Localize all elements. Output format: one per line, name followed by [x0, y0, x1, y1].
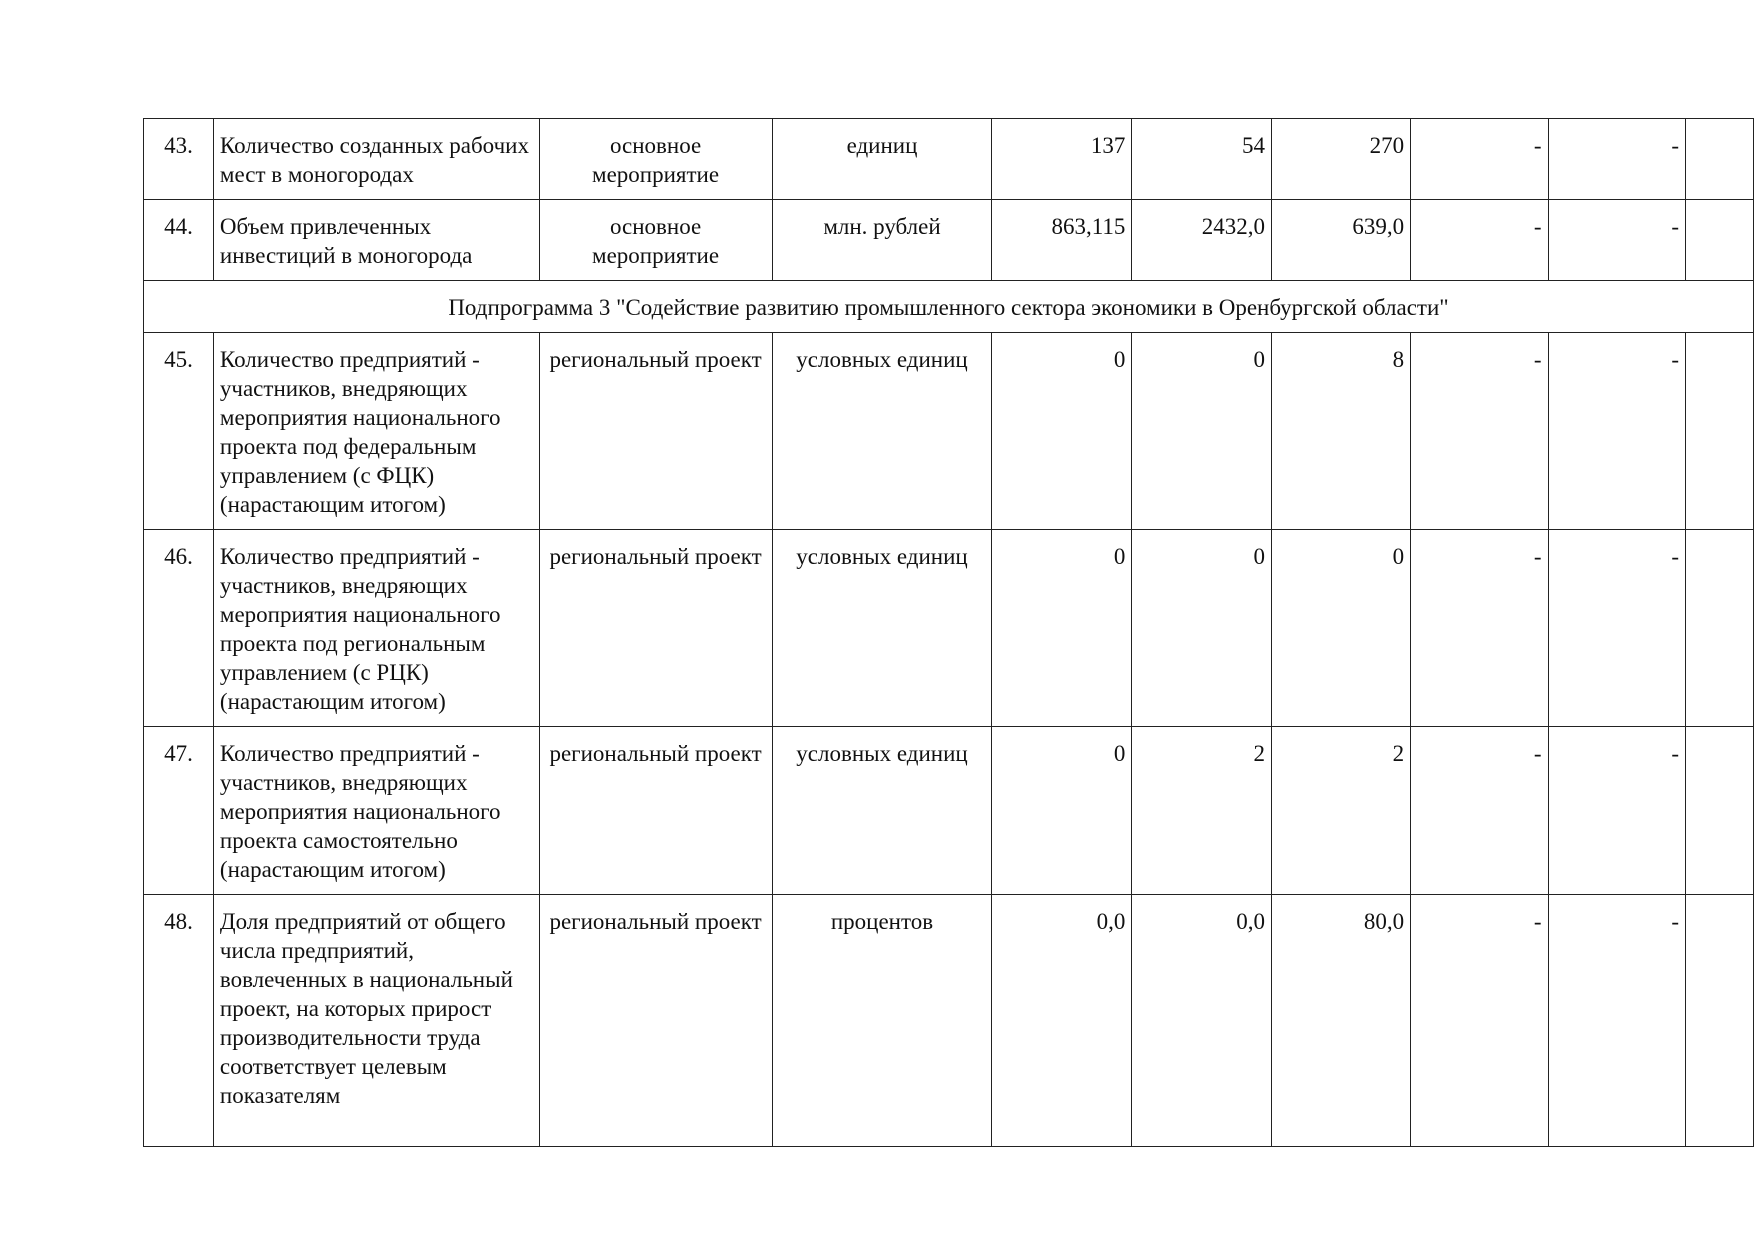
indicator-unit: условных единиц [772, 333, 992, 530]
row-number: 47. [144, 727, 214, 895]
section-row [144, 281, 1754, 333]
indicator-unit: млн. рублей [772, 200, 992, 281]
value-4: - [1411, 727, 1548, 895]
value-1: 0 [992, 530, 1132, 727]
value-1: 137 [992, 119, 1132, 200]
value-5: - [1548, 119, 1685, 200]
value-5: - [1548, 727, 1685, 895]
value-1: 863,115 [992, 200, 1132, 281]
value-6 [1686, 895, 1754, 1147]
value-3: 270 [1271, 119, 1410, 200]
indicator-name: Доля предприятий от общего числа предприятий, вовлеченных в национальный проект, на которых прирост производительности труда соответствует целевым показателям [213, 895, 539, 1147]
value-6 [1686, 530, 1754, 727]
table-row [144, 333, 1754, 530]
indicator-name: Количество предприятий - участников, внедряющих мероприятия национального проекта под региональным управлением (с РЦК) (нарастающим итогом) [213, 530, 539, 727]
indicator-unit: условных единиц [772, 530, 992, 727]
value-3: 639,0 [1271, 200, 1410, 281]
indicator-type: региональный проект [539, 530, 772, 727]
value-5: - [1548, 895, 1685, 1147]
value-3: 2 [1271, 727, 1410, 895]
value-3: 80,0 [1271, 895, 1410, 1147]
value-6 [1686, 333, 1754, 530]
row-number: 45. [144, 333, 214, 530]
value-3: 0 [1271, 530, 1410, 727]
value-5: - [1548, 333, 1685, 530]
table-row [144, 895, 1754, 1147]
value-1: 0,0 [992, 895, 1132, 1147]
indicator-name: Объем привлеченных инвестиций в моногорода [213, 200, 539, 281]
indicator-type: региональный проект [539, 333, 772, 530]
value-5: - [1548, 530, 1685, 727]
value-1: 0 [992, 727, 1132, 895]
indicator-unit: условных единиц [772, 727, 992, 895]
value-4: - [1411, 119, 1548, 200]
value-4: - [1411, 200, 1548, 281]
indicator-unit: единиц [772, 119, 992, 200]
row-number: 44. [144, 200, 214, 281]
value-5: - [1548, 200, 1685, 281]
value-4: - [1411, 333, 1548, 530]
value-6 [1686, 200, 1754, 281]
indicator-type: региональный проект [539, 727, 772, 895]
indicator-name: Количество созданных рабочих мест в моногородах [213, 119, 539, 200]
value-4: - [1411, 530, 1548, 727]
indicator-type: основное мероприятие [539, 119, 772, 200]
value-2: 0 [1132, 333, 1272, 530]
table-row [144, 200, 1754, 281]
indicator-name: Количество предприятий - участников, внедряющих мероприятия национального проекта под федеральным управлением (с ФЦК) (нарастающим итогом) [213, 333, 539, 530]
value-2: 0 [1132, 530, 1272, 727]
value-6 [1686, 119, 1754, 200]
value-3: 8 [1271, 333, 1410, 530]
value-4: - [1411, 895, 1548, 1147]
value-6 [1686, 727, 1754, 895]
indicator-type: основное мероприятие [539, 200, 772, 281]
indicator-unit: процентов [772, 895, 992, 1147]
section-title: Подпрограмма 3 "Содействие развитию промышленного сектора экономики в Оренбургской области" [144, 281, 1754, 333]
indicator-name: Количество предприятий - участников, внедряющих мероприятия национального проекта самостоятельно (нарастающим итогом) [213, 727, 539, 895]
table-row [144, 727, 1754, 895]
table-row [144, 119, 1754, 200]
row-number: 43. [144, 119, 214, 200]
value-2: 0,0 [1132, 895, 1272, 1147]
value-2: 2 [1132, 727, 1272, 895]
value-1: 0 [992, 333, 1132, 530]
value-2: 54 [1132, 119, 1272, 200]
row-number: 48. [144, 895, 214, 1147]
row-number: 46. [144, 530, 214, 727]
indicators-table [143, 118, 1754, 1147]
value-2: 2432,0 [1132, 200, 1272, 281]
table-row [144, 530, 1754, 727]
indicator-type: региональный проект [539, 895, 772, 1147]
